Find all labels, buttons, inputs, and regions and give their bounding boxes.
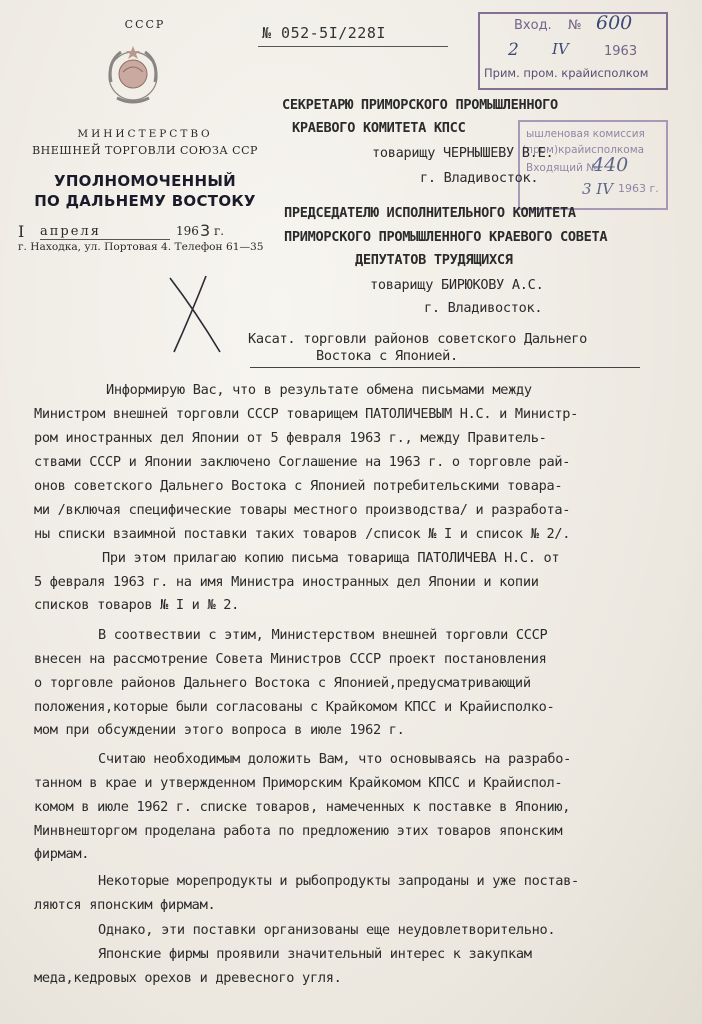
body-line: мом при обсуждении этого вопроса в июле 1962 г. [34,722,405,738]
body-line: онов советского Дальнего Востока с Японией потребительскими товара- [34,478,563,494]
stamp1-day: 2 [508,40,519,60]
body-line: В соотвествии с этим, Министерством внешней торговли СССР [98,627,548,643]
subject-line-2: Востока с Японией. [316,348,458,364]
body-line: Японские фирмы проявили значительный интерес к закупкам [98,946,532,962]
addressee2-line-2: ПРИМОРСКОГО ПРОМЫШЛЕННОГО КРАЕВОГО СОВЕТА [284,229,608,245]
date-year: 196 [176,224,199,238]
body-line: положения,которые были согласованы с Крайкомом КПСС и Крайисполко- [34,699,555,715]
addressee1-line-3: товарищу ЧЕРНЫШЕВУ В.Е. [372,145,554,161]
date-year-handwritten: 3 [200,221,211,240]
addressee2-line-5: г. Владивосток. [424,300,543,316]
incoming-stamp-2 [518,120,668,210]
body-line: Считаю необходимым доложить Вам, что основываясь на разрабо- [98,751,572,767]
addressee1-line-2: КРАЕВОГО КОМИТЕТА КПСС [292,120,466,136]
stamp2-line-2: (пром)крайисполкома [522,144,645,156]
registration-underline [258,46,448,47]
subject-underline [250,367,640,368]
date-day: I [18,222,25,241]
date-suffix: г. [214,224,225,238]
body-line: При этом прилагаю копию письма товарища ПАТОЛИЧЕВА Н.С. от [102,550,560,566]
body-line: ляются японским фирмам. [34,897,216,913]
body-line: списков товаров № I и № 2. [34,597,239,613]
body-line: о торговле районов Дальнего Востока с Японией,предусматривающий [34,675,531,691]
stamp1-month: IV [552,40,569,58]
body-line: танном в крае и утвержденном Приморским Крайкомом КПСС и Крайиспол- [34,775,563,791]
body-line: меда,кедровых орехов и древесного угля. [34,970,342,986]
body-line: комом в июле 1962 г. списке товаров, намеченных к поставке в Японию, [34,799,571,815]
handwritten-cross-mark [166,272,226,356]
letterhead-country: СССР [124,18,166,31]
body-line: Минвнешторгом проделана работа по предложению этих товаров японским [34,823,563,839]
stamp2-year: 1963 г. [618,182,659,195]
stamp2-line-1: ышленовая комиссия [526,128,645,140]
body-line: ми /включая специфические товары местного производства/ и разработа- [34,502,571,518]
ministry-line-1: МИНИСТЕРСТВО [77,128,213,140]
stamp1-label-num: № [568,18,582,33]
plenipotentiary-title [30,171,260,211]
stamp2-date: 3 IV [582,180,614,198]
registration-number [262,24,386,42]
addressee1-line-4: г. Владивосток. [420,170,539,186]
addressee1-line-1: СЕКРЕТАРЮ ПРИМОРСКОГО ПРОМЫШЛЕННОГО [282,97,558,113]
state-emblem-icon [103,42,163,108]
incoming-stamp-1 [478,12,668,90]
body-line: 5 февраля 1963 г. на имя Министра иностранных дел Японии и копии [34,574,539,590]
stamp1-label-vkhod: Вход. [514,18,552,33]
addressee2-line-1: ПРЕДСЕДАТЕЛЮ ИСПОЛНИТЕЛЬНОГО КОМИТЕТА [284,205,576,221]
subject-line-1: Касат. торговли районов советского Дальнего [248,331,588,347]
body-line: ны списки взаимной поставки таких товаров /список № I и список № 2/. [34,526,571,542]
registration-number-text: № 052-5I/228I [262,24,386,42]
addressee2-line-3: ДЕПУТАТОВ ТРУДЯЩИХСЯ [355,252,513,268]
stamp2-number: 440 [592,154,629,176]
body-line: Некоторые морепродукты и рыбопродукты запроданы и уже постав- [98,873,579,889]
stamp1-year: 1963 [604,44,638,59]
body-line: внесен на рассмотрение Совета Министров СССР проект постановления [34,651,547,667]
addressee2-line-4: товарищу БИРЮКОВУ А.С. [370,277,544,293]
letterhead-address: г. Находка, ул. Портовая 4. Телефон 61—35 [18,241,264,253]
body-line: Министром внешней торговли СССР товарищем ПАТОЛИЧЕВЫМ Н.С. и Министр- [34,406,579,422]
plenipotentiary-line-1: УПОЛНОМОЧЕННЫЙ [53,172,237,190]
body-line: ствами СССР и Японии заключено Соглашение на 1963 г. о торговле рай- [34,454,571,470]
body-line: ром иностранных дел Японии от 5 февраля 1963 г., между Правитель- [34,430,547,446]
stamp2-label: Входящий № [526,162,598,174]
body-line: Информирую Вас, что в результате обмена письмами между [106,382,532,398]
plenipotentiary-line-2: ПО ДАЛЬНЕМУ ВОСТОКУ [34,192,256,210]
stamp1-org: Прим. пром. крайисполком [484,66,649,80]
ministry-line-2: ВНЕШНЕЙ ТОРГОВЛИ СОЮЗА ССР [32,144,258,157]
stamp1-number: 600 [596,12,633,34]
body-line: Однако, эти поставки организованы еще неудовлетворительно. [98,922,556,938]
date-month: апреля [40,224,170,240]
body-line: фирмам. [34,846,90,862]
